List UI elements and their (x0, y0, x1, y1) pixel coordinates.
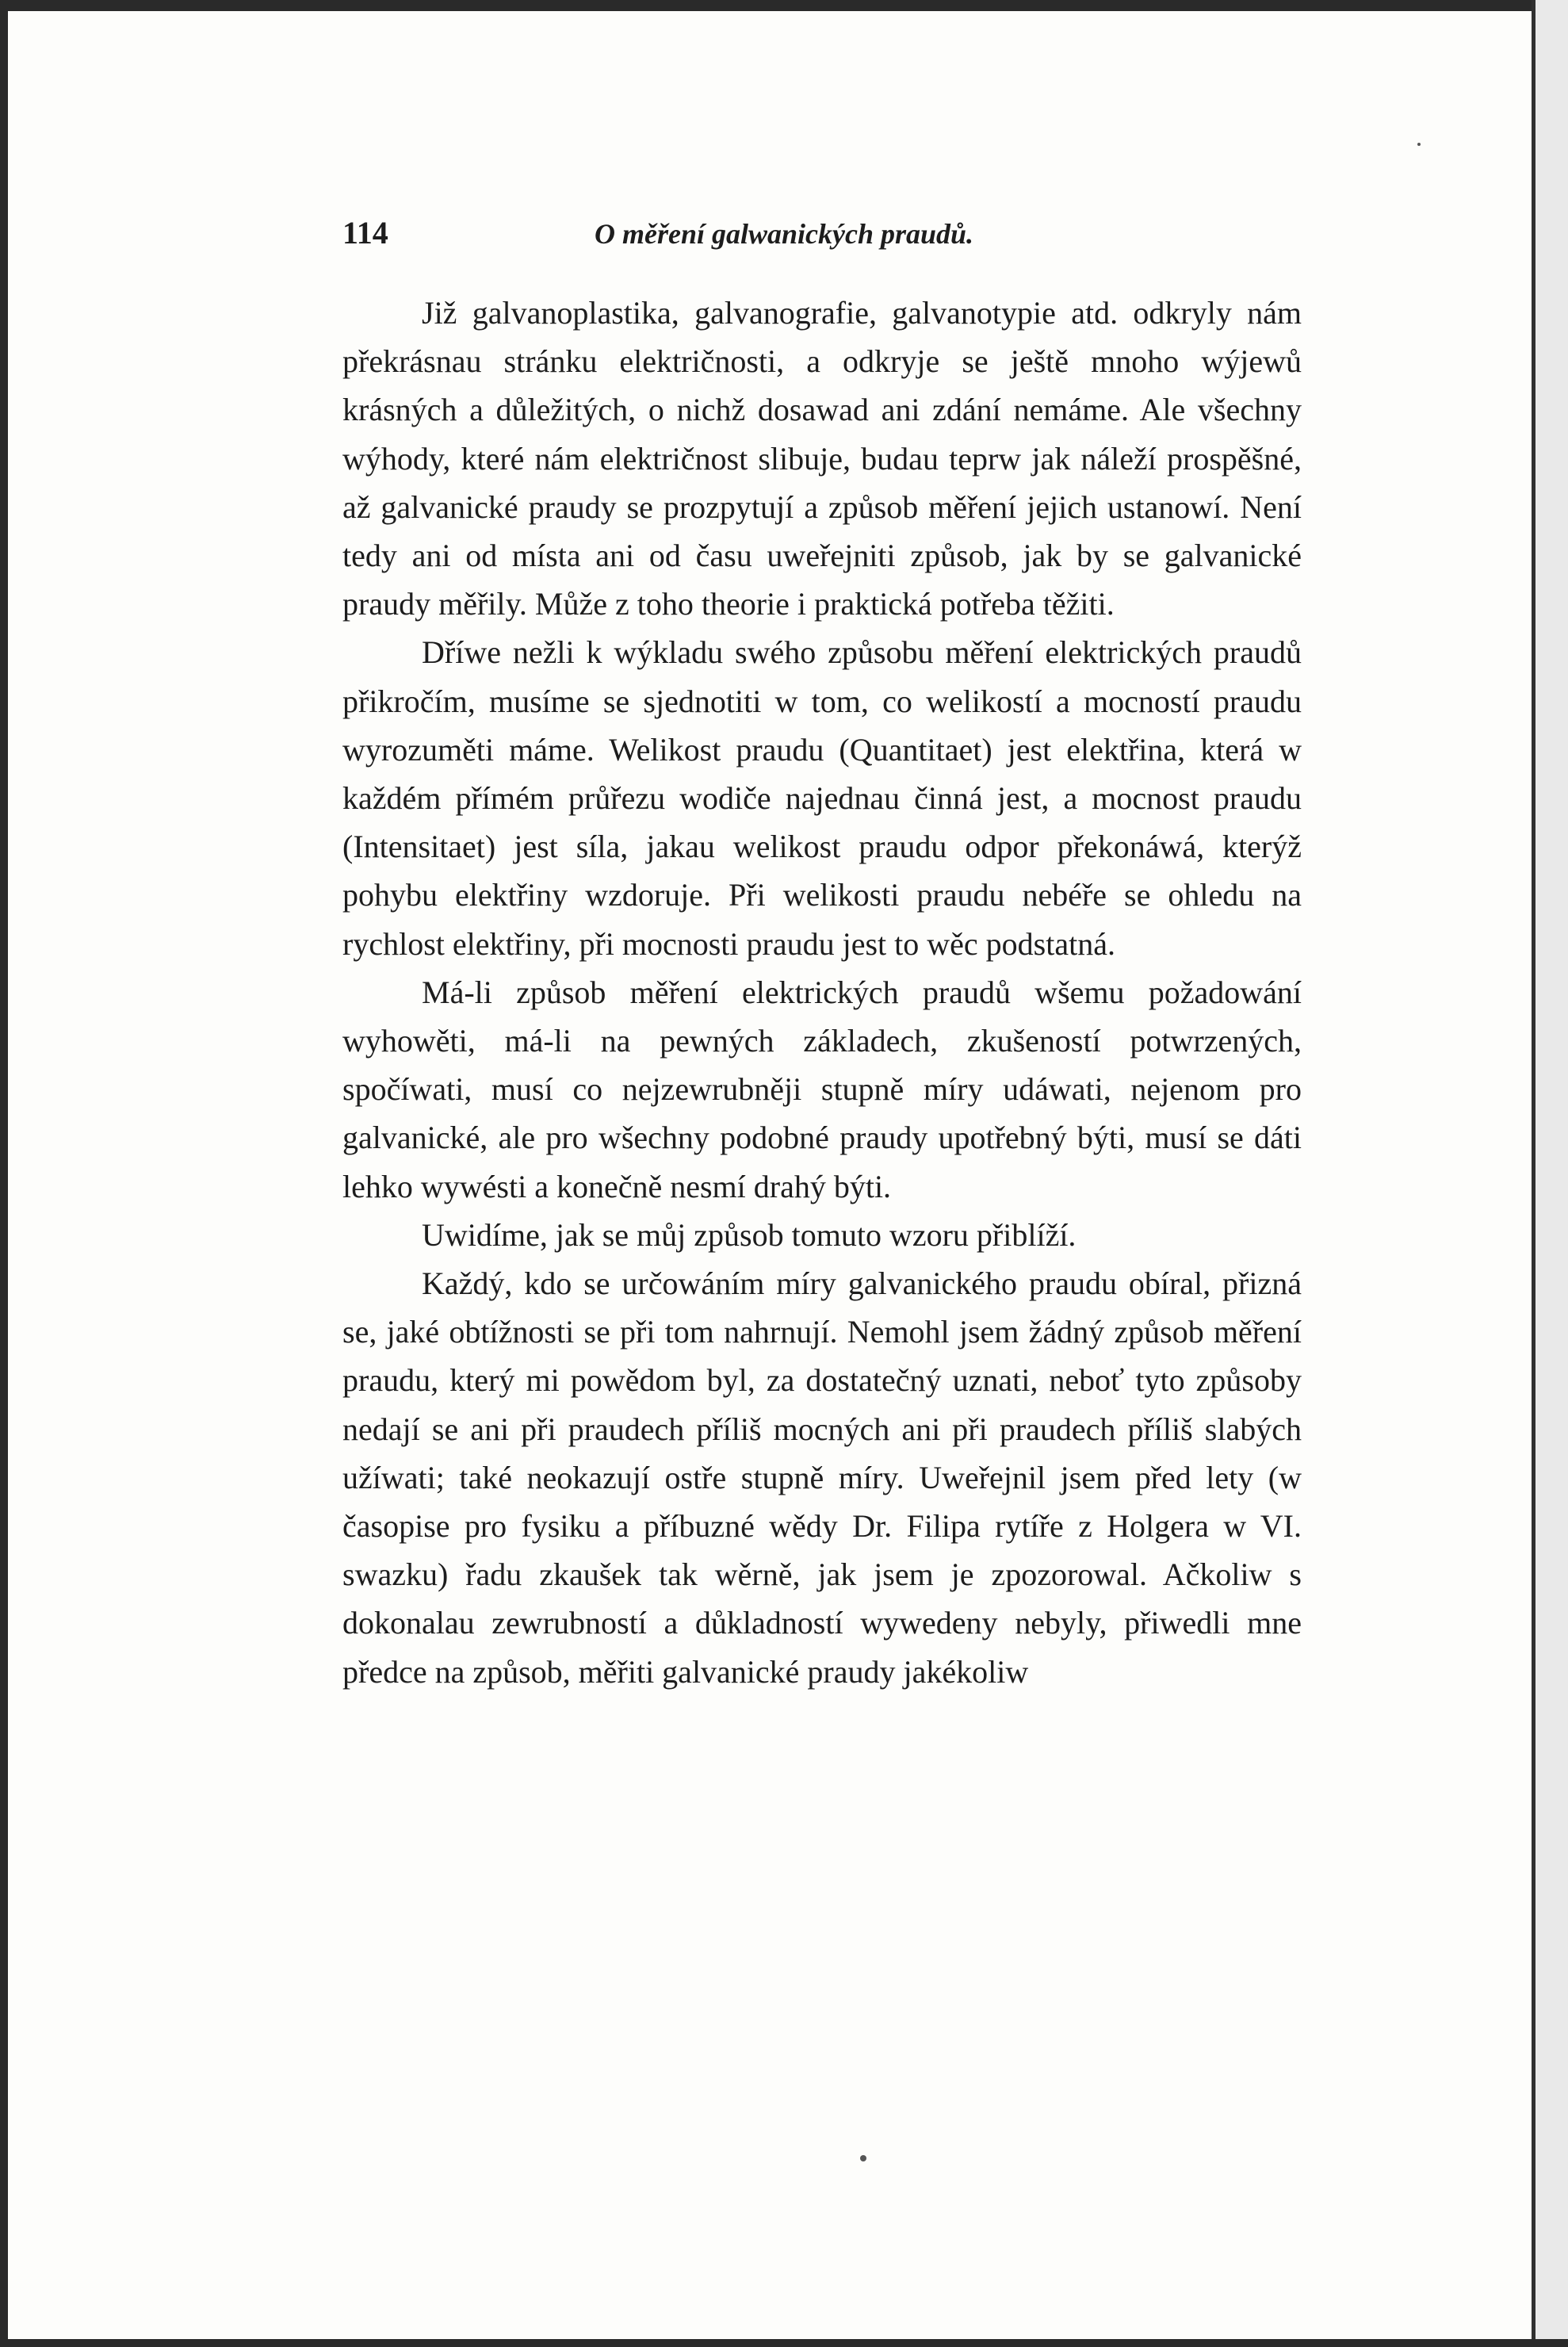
scan-speck (1417, 143, 1421, 146)
scan-speck (860, 2155, 866, 2161)
scan-border-right (1532, 0, 1568, 2347)
paragraph: Dříwe nežli k wýkladu swého způsobu měření elektrických praudů přikročím, musíme se sjednotiti w tom, co welikostí a mocností praudu wyrozuměti máme. Welikost praudu (Quantitaet) jest elektřina, která w každém přímém průřezu wodiče najednau činná jest, a mocnost praudu (Intensitaet) jest síla, jakau welikost praudu odpor překonáwá, kterýž pohybu elektřiny wzdoruje. Při welikosti praudu nebéře se ohledu na rychlost elektřiny, při mocnosti praudu jest to wěc podstatná. (342, 634, 1302, 962)
running-title: O měření galwanických praudů. (595, 218, 974, 250)
body-text (342, 289, 1302, 1696)
paragraph: Uwidíme, jak se můj způsob tomuto wzoru přiblíží. (422, 1216, 1077, 1253)
page-header (342, 214, 1310, 262)
scan-border-top (0, 0, 1568, 11)
scan-border-bottom (0, 2339, 1568, 2347)
paragraph: Již galvanoplastika, galvanografie, galvanotypie atd. odkryly nám překrásnau stránku električnosti, a odkryje se ještě mnoho wýjewů krásných a důležitých, o nichž dosawad ani zdání nemáme. Ale všechny wýhody, které nám električnost slibuje, budau teprw jak náleží prospěšné, až galvanické praudy se prozpytují a způsob měření jejich ustanowí. Není tedy ani od místa ani od času uweřejniti způsob, jak by se galvanické praudy měřily. Může z toho theorie i praktická potřeba těžiti. (342, 295, 1302, 622)
page-number: 114 (342, 215, 388, 251)
paragraph: Má-li způsob měření elektrických praudů wšemu požadowání wyhowěti, má-li na pewných základech, zkušeností potwrzených, spočíwati, musí co nejzewrubněji stupně míry udáwati, nejenom pro galvanické, ale pro wšechny podobné praudy upotřebný býti, musí se dáti lehko wywésti a konečně nesmí drahý býti. (342, 974, 1302, 1204)
scan-border-left (0, 0, 8, 2347)
paragraph: Každý, kdo se určowáním míry galvanického praudu obíral, přizná se, jaké obtížnosti se při tom nahrnují. Nemohl jsem žádný způsob měření praudu, který mi powědom byl, za dostatečný uznati, neboť tyto způsoby nedají se ani při praudech příliš mocných ani při praudech příliš slabých užíwati; také neokazují ostře stupně míry. Uweřejnil jsem před lety (w časopise pro fysiku a příbuzné wědy Dr. Filipa rytíře z Holgera w VI. swazku) řadu zkaušek tak wěrně, jak jsem je zpozorowal. Ačkoliw s dokonalau zewrubností a důkladností wywedeny nebyly, přiwedli mne předce na způsob, měřiti galvanické praudy jakékoliw (342, 1265, 1302, 1690)
